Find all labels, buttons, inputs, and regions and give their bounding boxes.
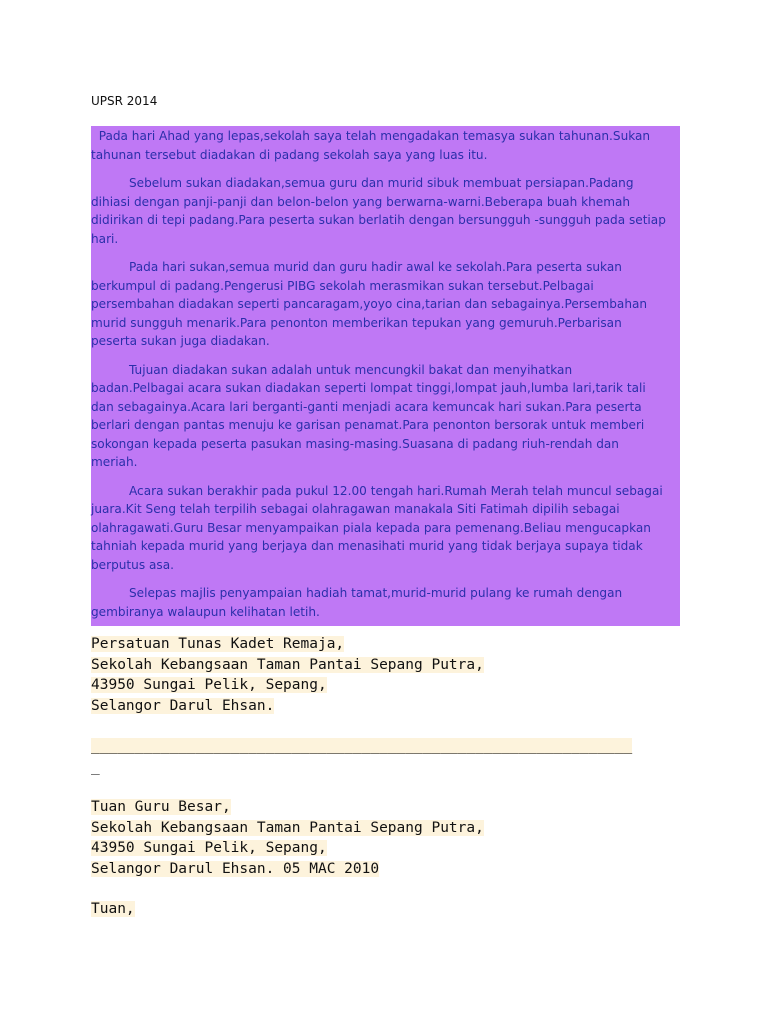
recipient-address-line: Tuan Guru Besar, bbox=[91, 799, 231, 815]
essay-paragraph: Pada hari sukan,semua murid dan guru hadir awal ke sekolah.Para peserta sukan berkumpul di padang.Pengerusi PIBG sekolah merasmikan sukan tersebut.Pelbagai persembahan diadakan seperti pancaragam,yoyo cina,tarian dan sebagainya.Persembahan murid sungguh menarik.Para penonton memberikan tepukan yang gemuruh.Perbarisan peserta sukan juga diadakan. bbox=[91, 260, 648, 348]
essay-block bbox=[91, 126, 680, 626]
recipient-address bbox=[91, 797, 680, 879]
essay-paragraph: Pada hari Ahad yang lepas,sekolah saya telah mengadakan temasya sukan tahunan.Sukan tahunan tersebut diadakan di padang sekolah saya yang luas itu. bbox=[91, 129, 654, 162]
essay-paragraph: Selepas majlis penyampaian hadiah tamat,murid-murid pulang ke rumah dengan gembiranya walaupun kelihatan letih. bbox=[91, 586, 623, 619]
salutation: Tuan, bbox=[91, 901, 135, 917]
spacer bbox=[91, 777, 680, 797]
essay-paragraph: Acara sukan berakhir pada pukul 12.00 tengah hari.Rumah Merah telah muncul sebagai juara.Kit Seng telah terpilih sebagai olahragawan manakala Siti Fatimah dipilih sebagai olahragawati.Guru Besar menyampaikan piala kepada para pemenang.Beliau mengucapkan tahniah kepada murid yang berjaya dan menasihati murid yang tidak berjaya supaya tidak berputus asa. bbox=[91, 483, 663, 572]
recipient-address-line: Sekolah Kebangsaan Taman Pantai Sepang Putra, bbox=[91, 819, 484, 836]
spacer bbox=[91, 716, 680, 736]
sender-address-line: Persatuan Tunas Kadet Remaja, bbox=[91, 636, 345, 652]
sender-address-line: 43950 Sungai Pelik, Sepang, bbox=[91, 677, 327, 693]
sender-address-line: Sekolah Kebangsaan Taman Pantai Sepang Putra, bbox=[91, 656, 484, 673]
essay-paragraph: Tujuan diadakan sukan adalah untuk mencungkil bakat dan menyihatkan badan.Pelbagai acara sukan diadakan seperti lompat tinggi,lompat jauh,lumba lari,tarik tali dan sebagainya.Acara lari berganti-ganti menjadi acara kemuncak hari sukan.Para peserta berlari dengan pantas menuju ke garisan penamat.Para penonton bersorak untuk memberi sokongan kepada peserta pasukan masing-masing.Suasana di padang riuh-rendah dan meriah. bbox=[91, 362, 646, 469]
spacer bbox=[91, 879, 680, 899]
sender-address bbox=[91, 634, 680, 716]
recipient-address-line: 43950 Sungai Pelik, Sepang, bbox=[91, 840, 327, 856]
recipient-address-line: Selangor Darul Ehsan. 05 MAC 2010 bbox=[91, 860, 380, 877]
letter-block bbox=[91, 634, 680, 920]
divider-underscores-tail: _ bbox=[91, 758, 100, 775]
essay-paragraph: Sebelum sukan diadakan,semua guru dan murid sibuk membuat persiapan.Padang dihiasi dengan panji-panji dan belon-belon yang berwarna-warni.Beberapa buah khemah didirikan di tepi padang.Para peserta sukan berlatih dengan bersungguh -sungguh pada setiap hari. bbox=[91, 176, 666, 246]
page-title: UPSR 2014 bbox=[91, 94, 158, 108]
divider-line bbox=[91, 736, 680, 777]
divider-underscores: ______________________________________________________________ bbox=[91, 738, 633, 754]
sender-address-line: Selangor Darul Ehsan. bbox=[91, 697, 275, 714]
